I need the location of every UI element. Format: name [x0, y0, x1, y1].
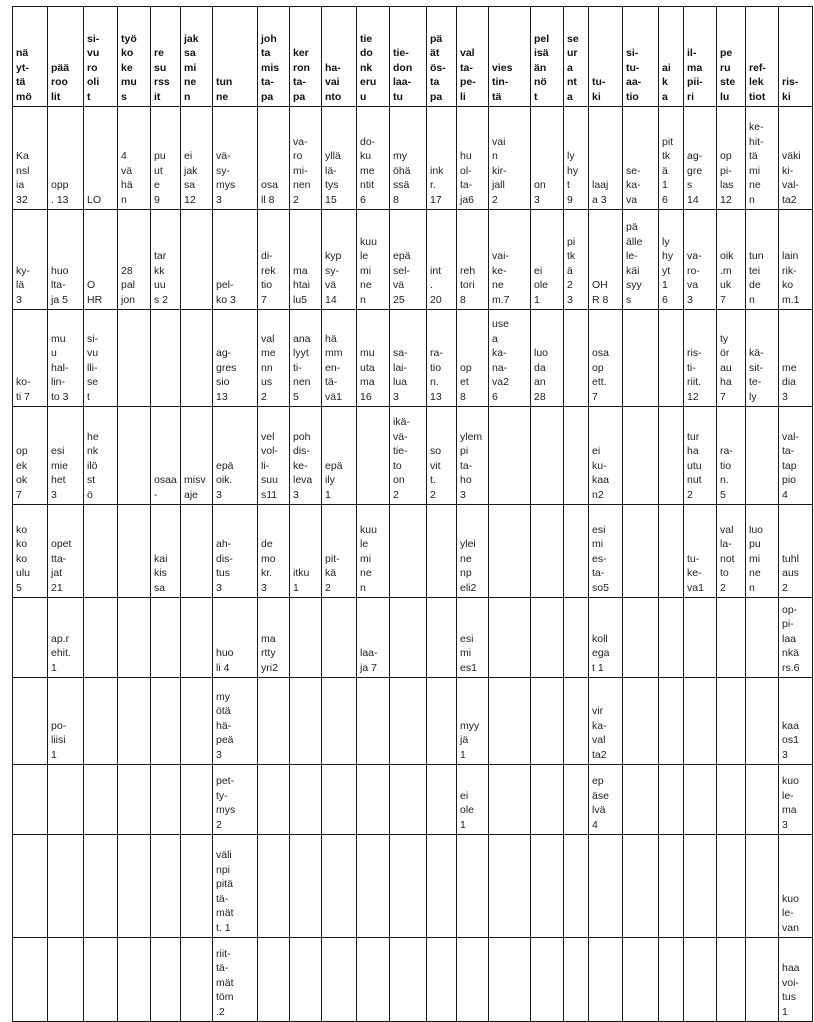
table-cell: osaa-	[151, 407, 181, 505]
table-cell	[357, 678, 390, 765]
table-cell	[357, 407, 390, 505]
table-cell: 4 vä hä n	[118, 107, 151, 210]
table-cell	[623, 598, 659, 678]
table-cell: pit tk ä 1 6	[659, 107, 684, 210]
table-cell	[746, 938, 779, 1022]
table-cell: mu uta ma 16	[357, 310, 390, 407]
table-cell	[659, 765, 684, 835]
table-cell	[118, 310, 151, 407]
table-cell: misvaje	[181, 407, 213, 505]
table-cell: epä ily 1	[322, 407, 357, 505]
table-cell: ei jak sa 12	[181, 107, 213, 210]
table-cell	[659, 505, 684, 598]
table-cell	[48, 938, 84, 1022]
table-cell: ei ole 1	[531, 210, 564, 310]
table-cell: op- pi- laa nkä rs.6	[779, 598, 813, 678]
table-cell	[623, 765, 659, 835]
table-cell: kai kis sa	[151, 505, 181, 598]
table-cell	[746, 835, 779, 938]
table-cell	[290, 598, 322, 678]
table-cell: oik .m uk 7	[717, 210, 746, 310]
table-cell	[684, 835, 717, 938]
table-cell: po- liisi 1	[48, 678, 84, 765]
table-cell: pi tk ä 2 3	[564, 210, 589, 310]
column-header: tie- don laa- tu	[390, 7, 427, 107]
table-cell	[623, 310, 659, 407]
table-cell: väki ki- val- ta2	[779, 107, 813, 210]
table-cell: pet- ty- mys 2	[213, 765, 258, 835]
table-cell: haa voi- tus 1	[779, 938, 813, 1022]
table-cell: ag- gres sio 13	[213, 310, 258, 407]
table-cell: vä- sy- mys 3	[213, 107, 258, 210]
table-cell	[531, 407, 564, 505]
table-cell	[258, 765, 290, 835]
table-cell	[84, 598, 118, 678]
table-cell: ah- dis- tus 3	[213, 505, 258, 598]
table-cell: väli npi pitä tä- mät t. 1	[213, 835, 258, 938]
table-cell	[684, 598, 717, 678]
table-cell	[118, 678, 151, 765]
table-cell: va- ro- va 3	[684, 210, 717, 310]
table-cell	[84, 938, 118, 1022]
table-cell	[322, 835, 357, 938]
table-cell: tuhl aus 2	[779, 505, 813, 598]
table-cell: tar kk uu s 2	[151, 210, 181, 310]
table-cell: val me nn us 2	[258, 310, 290, 407]
table-cell	[48, 835, 84, 938]
column-header: pää roo lit	[48, 7, 84, 107]
table-cell: pit- kä 2	[322, 505, 357, 598]
table-cell	[427, 505, 457, 598]
table-cell: osa ll 8	[258, 107, 290, 210]
table-cell: OH R 8	[589, 210, 623, 310]
table-cell	[84, 678, 118, 765]
table-cell	[357, 835, 390, 938]
table-cell: sa- lai- lua 3	[390, 310, 427, 407]
table-cell	[48, 765, 84, 835]
table-cell: epä sel- vä 25	[390, 210, 427, 310]
table-cell: so vit t. 2	[427, 407, 457, 505]
table-cell	[84, 505, 118, 598]
table-cell	[427, 765, 457, 835]
column-header: ref- lek tiot	[746, 7, 779, 107]
table-cell	[357, 938, 390, 1022]
table-cell	[118, 765, 151, 835]
table-cell: poh dis- ke- leva 3	[290, 407, 322, 505]
table-cell	[489, 598, 531, 678]
column-header: re su rss it	[151, 7, 181, 107]
table-cell: O HR	[84, 210, 118, 310]
table-cell	[13, 678, 48, 765]
table-cell: ly hy t 9	[564, 107, 589, 210]
table-cell	[531, 598, 564, 678]
table-cell: hu ol- ta- ja6	[457, 107, 489, 210]
table-cell: ko- ti 7	[13, 310, 48, 407]
table-cell: 28 pal jon	[118, 210, 151, 310]
table-cell	[531, 678, 564, 765]
column-header: tu- ki	[589, 7, 623, 107]
table-cell: hä mm en- tä- vä1	[322, 310, 357, 407]
table-cell	[746, 598, 779, 678]
table-cell	[390, 598, 427, 678]
table-cell	[489, 505, 531, 598]
table-cell: ikä- vä- tie- to on 2	[390, 407, 427, 505]
table-cell: op ek ok 7	[13, 407, 48, 505]
table-cell: pä älle le- käi syy s	[623, 210, 659, 310]
column-header: pä ät ös- ta pa	[427, 7, 457, 107]
table-cell: luo da an 28	[531, 310, 564, 407]
table-cell: on 3	[531, 107, 564, 210]
table-cell: ei ole 1	[457, 765, 489, 835]
table-cell: ana lyyt ti- nen 5	[290, 310, 322, 407]
table-cell: se- ka- va	[623, 107, 659, 210]
table-cell	[427, 938, 457, 1022]
table-cell	[717, 835, 746, 938]
table-cell	[390, 938, 427, 1022]
table-cell: ap.r ehit. 1	[48, 598, 84, 678]
table-cell	[118, 835, 151, 938]
column-header: ker ron ta- pa	[290, 7, 322, 107]
table-cell: ra- tio n. 5	[717, 407, 746, 505]
table-cell	[684, 938, 717, 1022]
column-header: jak sa mi ne n	[181, 7, 213, 107]
table-cell: de mo kr. 3	[258, 505, 290, 598]
table-cell	[322, 678, 357, 765]
table-cell	[151, 835, 181, 938]
column-header: ha- vai nto	[322, 7, 357, 107]
table-cell	[659, 407, 684, 505]
table-cell: va- ro mi- nen 2	[290, 107, 322, 210]
table-cell: he nk ilö st ö	[84, 407, 118, 505]
column-header: tun ne	[213, 7, 258, 107]
table-cell: op pi- las 12	[717, 107, 746, 210]
table-cell: opet tta- jat 21	[48, 505, 84, 598]
table-cell: tur ha utu nut 2	[684, 407, 717, 505]
table-cell: ei ku- kaa n2	[589, 407, 623, 505]
table-cell	[151, 678, 181, 765]
table-cell	[322, 938, 357, 1022]
table-cell	[531, 938, 564, 1022]
table-cell: ke- hit- tä mi ne n	[746, 107, 779, 210]
table-cell: ly hy yt 1 6	[659, 210, 684, 310]
table-cell: Ka nsl ia 32	[13, 107, 48, 210]
table-cell: epä oik. 3	[213, 407, 258, 505]
table-cell	[623, 938, 659, 1022]
table-cell	[118, 407, 151, 505]
table-cell: esi mie het 3	[48, 407, 84, 505]
table-cell: kuu le mi ne n	[357, 505, 390, 598]
table-cell: val- ta- tap pio 4	[779, 407, 813, 505]
table-container	[12, 6, 806, 1022]
table-cell	[564, 310, 589, 407]
table-cell: di- rek tio 7	[258, 210, 290, 310]
table-cell: LO	[84, 107, 118, 210]
table-cell	[659, 938, 684, 1022]
table-cell	[290, 835, 322, 938]
table-cell	[564, 835, 589, 938]
table-cell	[181, 938, 213, 1022]
table-cell	[258, 938, 290, 1022]
table-cell	[118, 938, 151, 1022]
column-header: pe ru ste lu	[717, 7, 746, 107]
table-row	[13, 678, 813, 765]
table-cell: koll ega t 1	[589, 598, 623, 678]
table-cell	[390, 765, 427, 835]
table-row	[13, 598, 813, 678]
table-cell	[258, 678, 290, 765]
table-cell	[258, 835, 290, 938]
table-cell: itku 1	[290, 505, 322, 598]
table-cell	[589, 938, 623, 1022]
table-row	[13, 765, 813, 835]
table-cell	[181, 598, 213, 678]
table-cell: luo pu mi ne n	[746, 505, 779, 598]
table-cell: val la- not to 2	[717, 505, 746, 598]
table-cell	[531, 505, 564, 598]
table-cell: tun tei de n	[746, 210, 779, 310]
table-cell: op et 8	[457, 310, 489, 407]
table-cell	[13, 598, 48, 678]
table-cell: int . 20	[427, 210, 457, 310]
column-header: joh ta mis ta- pa	[258, 7, 290, 107]
table-cell	[181, 505, 213, 598]
table-cell	[589, 835, 623, 938]
table-cell	[623, 505, 659, 598]
column-header: il- ma pii- ri	[684, 7, 717, 107]
table-cell: ko ko ko ulu 5	[13, 505, 48, 598]
table-cell	[457, 835, 489, 938]
table-cell: kaa os1 3	[779, 678, 813, 765]
table-cell: tu- ke- va1	[684, 505, 717, 598]
table-cell: my öhä ssä 8	[390, 107, 427, 210]
table-cell	[564, 765, 589, 835]
table-cell	[427, 835, 457, 938]
table-cell: huo lta- ja 5	[48, 210, 84, 310]
column-header: ai k a	[659, 7, 684, 107]
table-cell	[84, 765, 118, 835]
table-cell	[659, 310, 684, 407]
table-cell	[357, 765, 390, 835]
table-cell: pel- ko 3	[213, 210, 258, 310]
table-cell	[659, 678, 684, 765]
table-cell: laa- ja 7	[357, 598, 390, 678]
table-cell	[118, 505, 151, 598]
table-cell: vir ka- val ta2	[589, 678, 623, 765]
table-cell	[717, 678, 746, 765]
table-cell	[717, 598, 746, 678]
table-cell: ra- tio n. 13	[427, 310, 457, 407]
table-cell	[290, 765, 322, 835]
table-cell: huo li 4	[213, 598, 258, 678]
table-cell	[390, 835, 427, 938]
table-cell: si- vu lli- se t	[84, 310, 118, 407]
table-body	[13, 107, 813, 1022]
table-row	[13, 107, 813, 210]
table-cell: ylem pi ta- ho 3	[457, 407, 489, 505]
table-cell: ink r. 17	[427, 107, 457, 210]
table-cell	[623, 678, 659, 765]
column-header: pel isä än nö t	[531, 7, 564, 107]
table-cell	[322, 765, 357, 835]
table-cell	[181, 210, 213, 310]
table-cell: ag- gre s 14	[684, 107, 717, 210]
table-cell	[457, 938, 489, 1022]
table-cell	[531, 765, 564, 835]
table-cell: opp . 13	[48, 107, 84, 210]
column-header: se ur a nt a	[564, 7, 589, 107]
table-cell: ty ör au ha 7	[717, 310, 746, 407]
table-cell: ep äse lvä 4	[589, 765, 623, 835]
table-cell	[489, 765, 531, 835]
table-cell: use a ka- na- va2 6	[489, 310, 531, 407]
table-cell	[84, 835, 118, 938]
table-cell: mu u hal- lin- to 3	[48, 310, 84, 407]
column-header: tie do nk eru u	[357, 7, 390, 107]
table-cell: kuo le- ma 3	[779, 765, 813, 835]
column-header: nä yt- tä mö	[13, 7, 48, 107]
table-cell	[564, 598, 589, 678]
table-cell	[290, 938, 322, 1022]
table-cell	[684, 678, 717, 765]
table-cell: vel vol- li- suu s11	[258, 407, 290, 505]
table-cell	[427, 598, 457, 678]
table-cell: yllä lä- tys 15	[322, 107, 357, 210]
table-row	[13, 938, 813, 1022]
column-header: si- vu ro oli t	[84, 7, 118, 107]
table-cell	[489, 938, 531, 1022]
table-cell	[13, 835, 48, 938]
table-cell	[746, 678, 779, 765]
table-cell	[151, 938, 181, 1022]
table-cell: kuu le mi ne n	[357, 210, 390, 310]
table-cell	[181, 835, 213, 938]
header-row	[13, 7, 813, 107]
table-cell	[181, 310, 213, 407]
table-cell	[623, 407, 659, 505]
table-cell: reh tori 8	[457, 210, 489, 310]
table-cell	[623, 835, 659, 938]
table-cell	[151, 310, 181, 407]
table-cell	[290, 678, 322, 765]
table-cell	[151, 765, 181, 835]
table-cell	[390, 678, 427, 765]
table-cell: kuo le- van	[779, 835, 813, 938]
column-header: työ ko ke mu s	[118, 7, 151, 107]
table-cell: ylei ne np eli2	[457, 505, 489, 598]
column-header: ris- ki	[779, 7, 813, 107]
table-cell: ma rtty yri2	[258, 598, 290, 678]
table-cell	[181, 765, 213, 835]
table-cell	[684, 765, 717, 835]
table-cell: kyp sy- vä 14	[322, 210, 357, 310]
table-cell	[564, 505, 589, 598]
table-cell: kä- sit- te- ly	[746, 310, 779, 407]
table-cell	[13, 765, 48, 835]
column-header: vies tin- tä	[489, 7, 531, 107]
table-cell: do- ku me ntit 6	[357, 107, 390, 210]
table-cell	[390, 505, 427, 598]
table-cell	[118, 598, 151, 678]
table-row	[13, 835, 813, 938]
column-header: val ta- pe- li	[457, 7, 489, 107]
table-cell	[13, 938, 48, 1022]
table-cell	[322, 598, 357, 678]
table-row	[13, 310, 813, 407]
table-cell	[181, 678, 213, 765]
table-cell: myy jä 1	[457, 678, 489, 765]
table-cell: lain rik- ko m.1	[779, 210, 813, 310]
table-cell	[717, 938, 746, 1022]
table-cell	[489, 407, 531, 505]
table-cell	[151, 598, 181, 678]
table-cell	[564, 407, 589, 505]
table-cell: ma htai lu5	[290, 210, 322, 310]
table-cell: esi mi es- ta- so5	[589, 505, 623, 598]
table-cell: riit- tä- mät töm .2	[213, 938, 258, 1022]
table-cell	[659, 598, 684, 678]
table-cell: ky- lä 3	[13, 210, 48, 310]
data-table	[12, 6, 813, 1022]
table-cell: ris- ti- riit. 12	[684, 310, 717, 407]
table-cell: my ötä hä- peä 3	[213, 678, 258, 765]
table-cell	[564, 938, 589, 1022]
table-cell: laaj a 3	[589, 107, 623, 210]
table-cell: vai- ke- ne m.7	[489, 210, 531, 310]
table-cell: osa op ett. 7	[589, 310, 623, 407]
table-cell: pu ut e 9	[151, 107, 181, 210]
table-cell	[746, 407, 779, 505]
table-row	[13, 407, 813, 505]
table-cell	[659, 835, 684, 938]
column-header: si- tu- aa- tio	[623, 7, 659, 107]
table-cell	[564, 678, 589, 765]
table-row	[13, 505, 813, 598]
table-row	[13, 210, 813, 310]
table-cell	[717, 765, 746, 835]
table-cell: me dia 3	[779, 310, 813, 407]
table-cell: vai n kir- jall 2	[489, 107, 531, 210]
table-cell	[489, 835, 531, 938]
table-cell	[427, 678, 457, 765]
table-cell: esi mi es1	[457, 598, 489, 678]
table-cell	[531, 835, 564, 938]
table-cell	[746, 765, 779, 835]
table-cell	[489, 678, 531, 765]
